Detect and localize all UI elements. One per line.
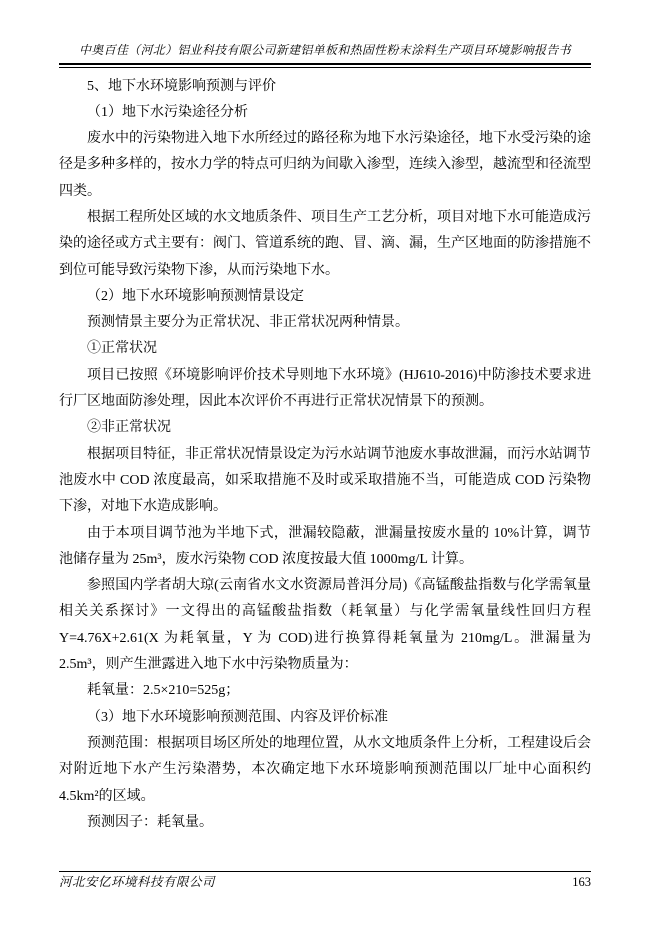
paragraph: 耗氧量：2.5×210=525g；: [87, 683, 240, 699]
paragraph: ②非正常状况: [87, 420, 171, 436]
paragraph: 预测范围：根据项目场区所处的地理位置，从水文地质条件上分析，工程建设后会对附近地下水产生污染潜势，本次确定地下水环境影响预测范围以厂址中心面积约4.5km²的区域。: [59, 735, 591, 804]
paragraph: 根据项目特征，非正常状况情景设定为污水站调节池废水事故泄漏，而污水站调节池废水中 COD 浓度最高，如采取措施不及时或采取措施不当，可能造成 COD 污染物下渗，对地下水造成影响。: [59, 446, 591, 515]
sub-heading: （3）地下水环境影响预测范围、内容及评价标准: [87, 709, 388, 725]
paragraph: 参照国内学者胡大琼(云南省水文水资源局普洱分局)《高锰酸盐指数与化学需氧量相关关系探讨》一文得出的高锰酸盐指数（耗氧量）与化学需氧量线性回归方程 Y=4.76X+2.61(X 为耗氧量，Y 为 COD)进行换算得耗氧量为 210mg/L。泄漏量为 2.5m³，则产生泄露进入地下水中污染物质量为：: [59, 578, 591, 673]
sub-heading: （2）地下水环境影响预测情景设定: [87, 288, 304, 304]
paragraph: 预测因子：耗氧量。: [87, 814, 213, 830]
footer-company: 河北安亿环境科技有限公司: [59, 875, 216, 889]
document-body: [59, 74, 591, 837]
header-title: 中奥百佳（河北）铝业科技有限公司新建铝单板和热固性粉末涂料生产项目环境影响报告书: [78, 43, 571, 57]
page-header: [59, 43, 591, 68]
header-rule: [59, 63, 591, 68]
paragraph: 预测情景主要分为正常状况、非正常状况两种情景。: [87, 315, 409, 331]
paragraph: 根据工程所处区域的水文地质条件、项目生产工艺分析，项目对地下水可能造成污染的途径或方式主要有：阀门、管道系统的跑、冒、滴、漏，生产区地面的防渗措施不到位可能导致污染物下渗，从而污染地下水。: [59, 209, 591, 278]
page-number: 163: [572, 875, 591, 889]
section-heading: 5、地下水环境影响预测与评价: [87, 78, 276, 94]
page-footer: [59, 871, 591, 890]
sub-heading: （1）地下水污染途径分析: [87, 104, 248, 120]
paragraph: 由于本项目调节池为半地下式，泄漏较隐蔽，泄漏量按废水量的 10%计算，调节池储存量为 25m³，废水污染物 COD 浓度按最大值 1000mg/L 计算。: [59, 525, 591, 567]
paragraph: 项目已按照《环境影响评价技术导则地下水环境》(HJ610-2016)中防渗技术要求进行厂区地面防渗处理，因此本次评价不再进行正常状况情景下的预测。: [59, 367, 591, 410]
page-content: [59, 0, 591, 836]
paragraph: 废水中的污染物进入地下水所经过的路径称为地下水污染途径，地下水受污染的途径是多种多样的，按水力学的特点可归纳为间歇入渗型，连续入渗型，越流型和径流型四类。: [59, 131, 591, 199]
paragraph: ①正常状况: [87, 341, 157, 357]
